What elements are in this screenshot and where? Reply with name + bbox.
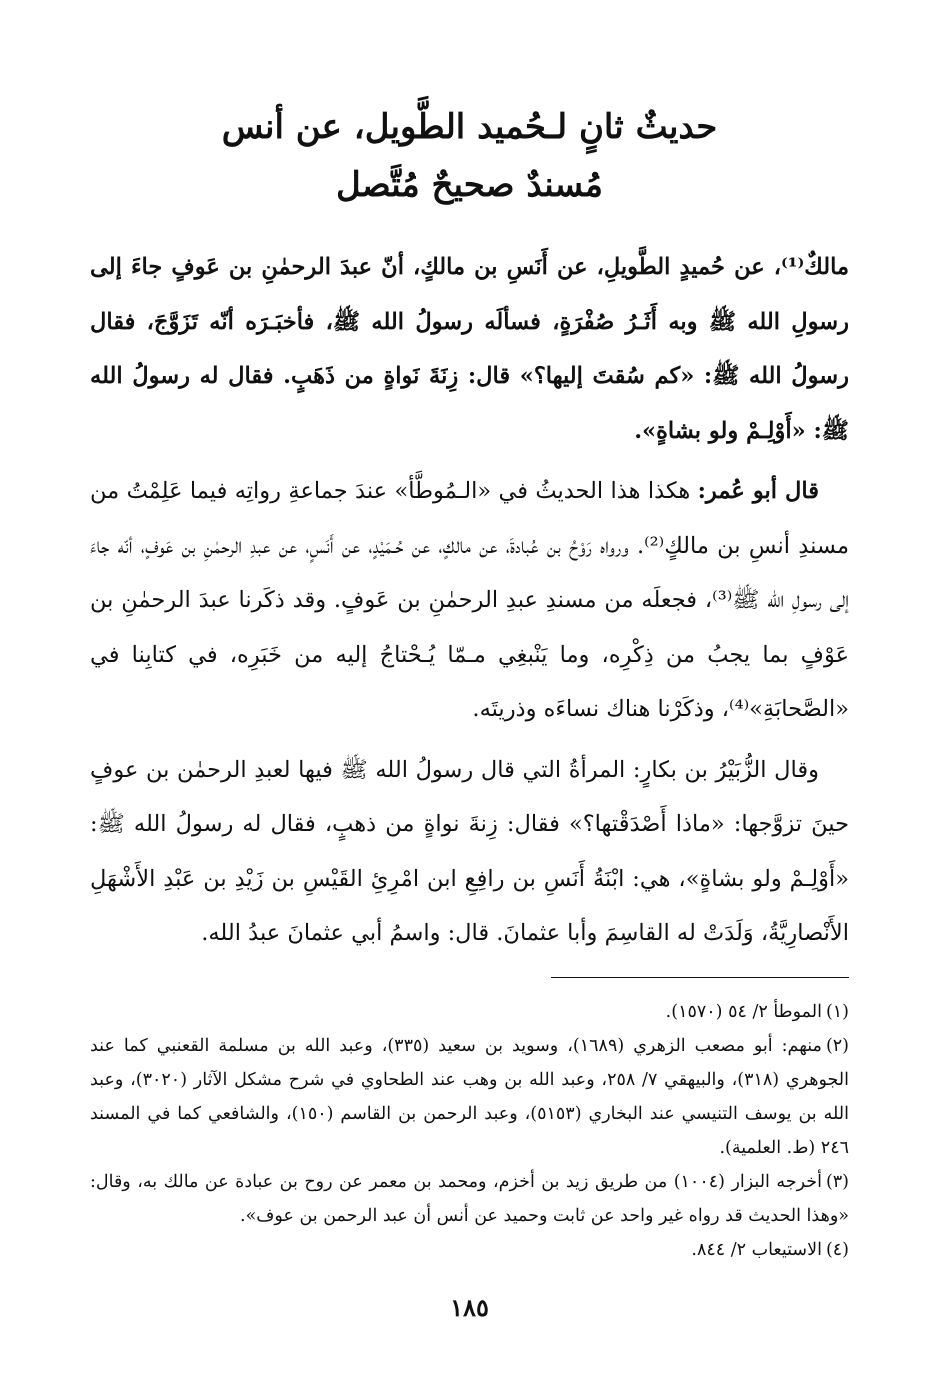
- footnote-number: (٤): [825, 1240, 849, 1260]
- heading-line-1: حديثٌ ثانٍ لـحُميد الطَّويل، عن أنس: [221, 107, 718, 147]
- commentary-paragraph: [90, 743, 849, 961]
- footnote-number: (٣): [825, 1172, 849, 1192]
- footnotes: [90, 995, 849, 1267]
- footnote: [90, 1029, 849, 1165]
- paragraph-text: هكذا هذا الحديثُ في «الـمُوطَّأ» عندَ جماعةِ رواتِه فيما عَلِمْتُ من مسندِ أنسِ بن مالكٍ⁽²⁾. ورواه رَوْحُ بن عُبادةَ، عن مالكٍ، عن حُـمَيْدٍ، عن أَنَسٍ، عن عبدِ الرحمٰنِ بن عَوفٍ، أنّه جاءَ إلى رسولِ الله ﷺ⁽³⁾، فجعلَه من مسندِ عبدِ الرحمٰنِ بن عَوفٍ. وقد ذكَرنا عبدَ الرحمٰنِ بن عَوْفٍ بما يجبُ من ذِكْرِه، وما يَنْبغِي مـمّا يُـحْتاجُ إليه من خَبَرِه، في كتابِنا في «الصَّحابَةِ»⁽⁴⁾، وذكَرْنا هناك نساءَه وذريتَه.: [90, 478, 850, 722]
- paragraph-text: وقال الزُّبَيْرُ بن بكارٍ: المرأةُ التي قال رسولُ الله ﷺ فيها لعبدِ الرحمٰن بن عوفٍ حينَ تزوَّجها: «ماذا أَصْدَقْتها؟» فقال: زِنةَ نواةٍ من ذهبٍ، فقال له رسولُ الله ﷺ: «أَوْلِـمْ ولو بشاةٍ»، هي: ابْنَةُ أَنَسِ بن رافِعِ ابن امْرِئِ القَيْسِ بن زَيْدِ بن عَبْدِ الأَشْهَلِ الأَنْصارِيَّةُ، وَلَدَتْ له القاسِمَ وأبا عثمانَ. قال: واسمُ أبي عثمانَ عبدُ الله.: [90, 756, 849, 946]
- footnote-divider: [551, 977, 849, 978]
- footnote-text: الاستيعاب ٢/ ٨٤٤.: [691, 1240, 822, 1260]
- footnote: [90, 1165, 849, 1233]
- footnote: [90, 1233, 849, 1267]
- footnote-text: الموطأ ٢/ ٥٤ (١٥٧٠).: [665, 1002, 822, 1022]
- hadith-paragraph: [90, 240, 849, 458]
- commentary-paragraph: [90, 464, 849, 737]
- footnote-number: (٢): [825, 1036, 849, 1056]
- paragraph-text: مالكٌ⁽¹⁾، عن حُميدٍ الطَّويلِ، عن أَنَسِ بن مالكٍ، أنّ عبدَ الرحمٰنِ بن عَوفٍ جاءَ إلى رسولِ الله ﷺ وبه أَثَـرُ صُفْرَةٍ، فسألَه رسولُ الله ﷺ، فأخبَـرَه أنّه تَزَوَّجَ، فقال رسولُ الله ﷺ: «كم سُقتَ إليها؟» قال: زِنَةَ نَواةٍ من ذَهَبٍ. فقال له رسولُ الله ﷺ: «أَوْلِـمْ ولو بشاةٍ».: [90, 254, 849, 444]
- paragraph-lead: قال أبو عُمر:: [697, 478, 819, 504]
- footnote-number: (١): [825, 1002, 849, 1022]
- footnote-text: أخرجه البزار (١٠٠٤) من طريق زيد بن أخزم، ومحمد بن معمر عن روح بن عبادة عن مالك به، وقال: «وهذا الحديث قد رواه غير واحد عن ثابت وحميد عن أنس أن عبد الرحمن بن عوف».: [90, 1172, 849, 1226]
- main-text: [90, 240, 849, 967]
- footnote: [90, 995, 849, 1029]
- hadith-heading: [100, 98, 839, 214]
- page-number: ١٨٥: [450, 1293, 489, 1322]
- footnote-text: منهم: أبو مصعب الزهري (١٦٨٩)، وسويد بن سعيد (٣٣٥)، وعبد الله بن مسلمة القعنبي كما عند الجوهري (٣١٨)، والبيهقي ٧/ ٢٥٨، وعبد الله بن وهب عند الطحاوي في شرح مشكل الآثار (٣٠٢٠)، وعبد الله بن يوسف التنيسي عند البخاري (٥١٥٣)، وعبد الرحمن بن القاسم (١٥٠)، والشافعي كما في المسند ٢٤٦ (ط. العلمية).: [90, 1036, 849, 1158]
- heading-line-2: مُسندٌ صحيحٌ مُتَّصل: [335, 165, 604, 205]
